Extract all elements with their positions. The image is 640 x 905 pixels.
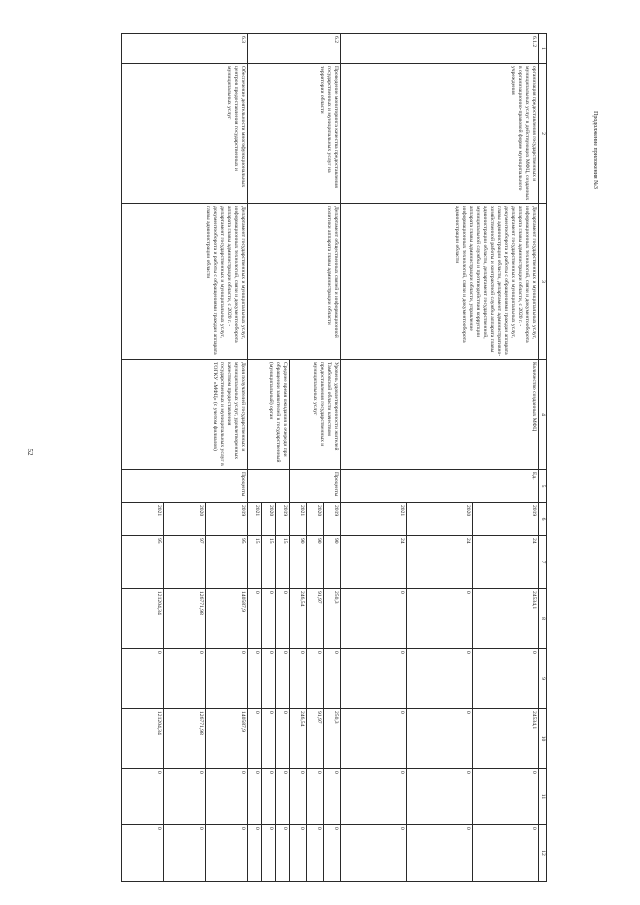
event-name-cell: организация предоставления государственных и муниципальных услуг в действующих МФЦ, созданных в организационно-правовой форме муниципального учреждения <box>341 64 539 204</box>
rotated-table-wrapper <box>60 33 547 881</box>
year-cell: 2021 <box>290 503 307 536</box>
funding-other-cell: 0 <box>206 825 248 882</box>
target-value-cell: 95 <box>206 536 248 589</box>
funding-total-cell: 0 <box>276 589 290 649</box>
funding-total-cell: 91,97 <box>307 589 324 649</box>
funding-other-cell: 0 <box>164 825 206 882</box>
funding-other-cell: 0 <box>307 825 324 882</box>
funding-total-cell: 250,3 <box>324 589 341 649</box>
target-value-cell: 15 <box>248 536 262 589</box>
funding-total-cell: 0 <box>407 589 473 649</box>
header-cell: 4 <box>539 360 547 470</box>
funding-regional-cell: 126771,98 <box>164 709 206 769</box>
funding-regional-cell: 0 <box>248 709 262 769</box>
target-value-cell: 15 <box>262 536 276 589</box>
row-id-cell: 6.1.2 <box>341 34 539 64</box>
target-value-cell: 24 <box>407 536 473 589</box>
funding-regional-cell: 0 <box>341 709 407 769</box>
funding-other-cell: 0 <box>341 825 407 882</box>
header-cell: 10 <box>539 709 547 769</box>
funding-regional-cell: 250,3 <box>324 709 341 769</box>
year-cell: 2020 <box>407 503 473 536</box>
funding-federal-cell: 0 <box>164 649 206 709</box>
funding-local-cell: 0 <box>206 769 248 825</box>
funding-local-cell: 0 <box>473 769 539 825</box>
year-cell: 2020 <box>307 503 324 536</box>
header-cell: 12 <box>539 825 547 882</box>
funding-local-cell: 0 <box>407 769 473 825</box>
continuation-note: Продолжение приложения №3 <box>592 111 598 189</box>
event-name-cell: Проведение мониторинга качества предоставления государственных и муниципальных услуг на территории области <box>248 64 341 204</box>
target-value-cell: 90 <box>290 536 307 589</box>
funding-regional-cell: 0 <box>262 709 276 769</box>
target-value-cell: 24 <box>341 536 407 589</box>
funding-federal-cell: 0 <box>407 649 473 709</box>
table-header-row <box>539 34 547 882</box>
indicator-cell: Среднее время ожидания в очереди при обращении заявителей в государственный (муниципальный) орган <box>248 360 290 470</box>
funding-total-cell: 126771,98 <box>164 589 206 649</box>
event-name-cell: Обеспечение деятельности многофункциональных центров предоставления государственных и муниципальных услуг <box>122 64 248 204</box>
funding-total-cell: 140587,9 <box>206 589 248 649</box>
funding-total-cell: 0 <box>262 589 276 649</box>
row-id-cell: 6.3 <box>122 34 248 64</box>
year-cell: 2019 <box>473 503 539 536</box>
funding-federal-cell: 0 <box>276 649 290 709</box>
page-number: 52 <box>26 448 34 456</box>
funding-local-cell: 0 <box>341 769 407 825</box>
funding-regional-cell: 246,54 <box>290 709 307 769</box>
year-cell: 2021 <box>248 503 262 536</box>
funding-other-cell: 0 <box>407 825 473 882</box>
header-cell: 6 <box>539 503 547 536</box>
funding-local-cell: 0 <box>324 769 341 825</box>
table-body <box>122 34 539 882</box>
funding-federal-cell: 0 <box>341 649 407 709</box>
funding-regional-cell: 140587,9 <box>206 709 248 769</box>
funding-total-cell: 121204,34 <box>122 589 164 649</box>
funding-local-cell: 0 <box>307 769 324 825</box>
funding-other-cell: 0 <box>248 825 262 882</box>
executor-cell: Департамент государственных и муниципальных услуг, информационных технологий, связи и документооборота аппарата главы администрации области, с 2020 г. - департамент государственных и муниципальных услуг, документооборота и работы с обращениями граждан аппарата главы администрации области <box>122 204 248 360</box>
funding-other-cell: 0 <box>276 825 290 882</box>
unit-cell: Проценты <box>290 470 341 503</box>
target-value-cell: 97 <box>164 536 206 589</box>
year-cell: 2021 <box>122 503 164 536</box>
year-cell: 2019 <box>206 503 248 536</box>
header-cell: 1 <box>539 34 547 64</box>
year-cell: 2019 <box>324 503 341 536</box>
header-cell: 9 <box>539 649 547 709</box>
table-row <box>206 34 248 882</box>
header-cell: 2 <box>539 64 547 204</box>
funding-regional-cell: 24534,1 <box>473 709 539 769</box>
target-value-cell: 24 <box>473 536 539 589</box>
funding-total-cell: 24534,1 <box>473 589 539 649</box>
executor-cell: Департамент государственных и муниципальных услуг, информационных технологий, связи и документооборота аппарата главы администрации области, с 2020 г. - департамент государственных и муниципальных услуг, документооборота и работы с обращениями граждан аппарата главы администрации области, департамент административно-хозяйственной работы и контрактной службы аппарата главы администрации области, департамент государственной, муниципальной службы и противодействия коррупции аппарата главы администрации области, управление информационных технологий, связи и документооборота администрации области <box>341 204 539 360</box>
funding-local-cell: 0 <box>276 769 290 825</box>
funding-total-cell: 0 <box>248 589 262 649</box>
header-cell: 5 <box>539 470 547 503</box>
indicator-cell: Количество созданных МФЦ <box>341 360 539 470</box>
funding-local-cell: 0 <box>122 769 164 825</box>
funding-local-cell: 0 <box>164 769 206 825</box>
indicator-cell: Уровень удовлетворенности жителей Тамбовской области качеством предоставления государственных и муниципальных услуг <box>290 360 341 470</box>
funding-regional-cell: 0 <box>276 709 290 769</box>
funding-federal-cell: 0 <box>307 649 324 709</box>
header-cell: 3 <box>539 204 547 360</box>
funding-total-cell: 0 <box>341 589 407 649</box>
program-table <box>121 33 547 882</box>
header-cell: 8 <box>539 589 547 649</box>
funding-federal-cell: 0 <box>122 649 164 709</box>
funding-other-cell: 0 <box>262 825 276 882</box>
funding-regional-cell: 91,97 <box>307 709 324 769</box>
header-cell: 11 <box>539 769 547 825</box>
unit-cell: Ед. <box>341 470 539 503</box>
funding-other-cell: 0 <box>290 825 307 882</box>
funding-federal-cell: 0 <box>473 649 539 709</box>
funding-local-cell: 0 <box>262 769 276 825</box>
funding-regional-cell: 121204,34 <box>122 709 164 769</box>
funding-local-cell: 0 <box>248 769 262 825</box>
table-row <box>324 34 341 882</box>
unit-cell: Проценты <box>122 470 248 503</box>
target-value-cell: 95 <box>122 536 164 589</box>
funding-other-cell: 0 <box>122 825 164 882</box>
funding-total-cell: 246,54 <box>290 589 307 649</box>
target-value-cell: 90 <box>307 536 324 589</box>
target-value-cell: 90 <box>324 536 341 589</box>
funding-federal-cell: 0 <box>248 649 262 709</box>
funding-other-cell: 0 <box>473 825 539 882</box>
funding-federal-cell: 0 <box>290 649 307 709</box>
executor-cell: Департамент общественных связей и информационной политики аппарата главы администрации области <box>248 204 341 360</box>
year-cell: 2020 <box>262 503 276 536</box>
year-cell: 2020 <box>164 503 206 536</box>
indicator-cell: Доля получателей государственных и муниципальных услуг, удовлетворенных качеством предоставления государственных и муниципальных услуг в ТОГКУ «МФЦ» (с учетом филиалов) <box>122 360 248 470</box>
funding-regional-cell: 0 <box>407 709 473 769</box>
year-cell: 2021 <box>341 503 407 536</box>
header-cell: 7 <box>539 536 547 589</box>
unit-cell <box>248 470 290 503</box>
funding-federal-cell: 0 <box>262 649 276 709</box>
year-cell: 2019 <box>276 503 290 536</box>
table-row <box>473 34 539 882</box>
target-value-cell: 15 <box>276 536 290 589</box>
funding-local-cell: 0 <box>290 769 307 825</box>
funding-other-cell: 0 <box>324 825 341 882</box>
funding-federal-cell: 0 <box>324 649 341 709</box>
row-id-cell: 6.2 <box>248 34 341 64</box>
funding-federal-cell: 0 <box>206 649 248 709</box>
